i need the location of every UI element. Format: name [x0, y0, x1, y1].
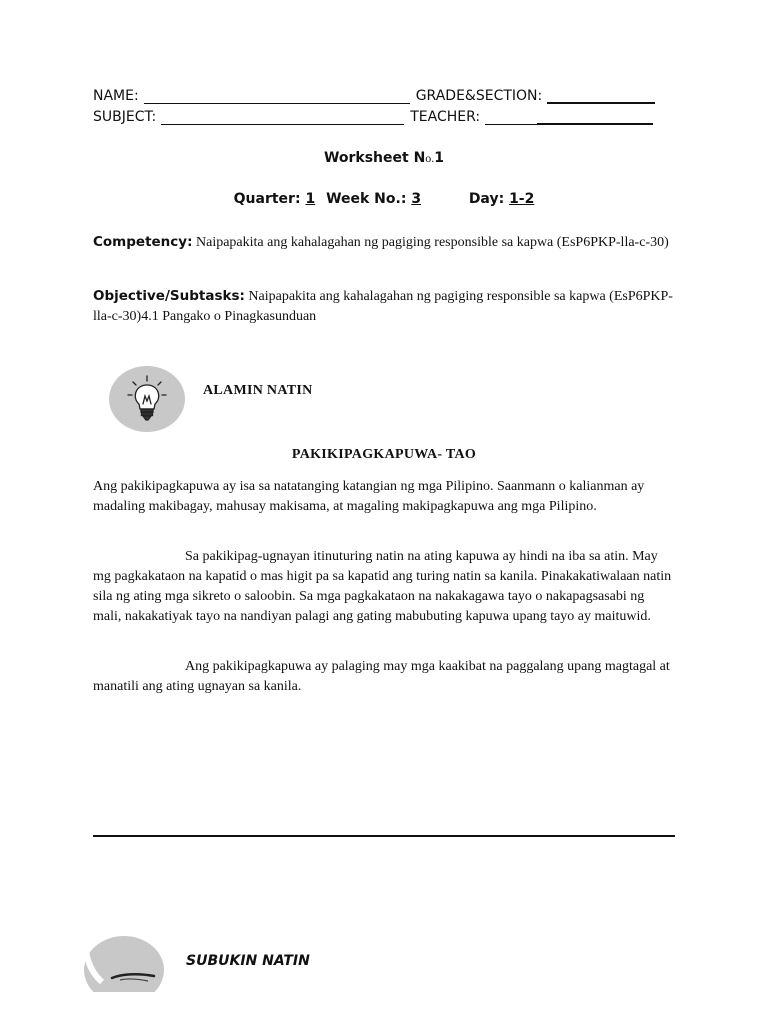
body-paragraph-1: Ang pakikipagkapuwa ay isa sa natatanging katangian ng mga Pilipino. Saanmann o kalianman ay madaling makibagay, mahusay makisama, at magaling makipagkapuwa ang mga Pilipino. — [93, 479, 645, 514]
quarter-line — [93, 191, 675, 207]
week-value: 3 — [411, 191, 422, 207]
teacher-blank-1[interactable] — [485, 111, 537, 125]
subject-row — [93, 109, 675, 125]
objective-label: Objective/Subtasks: — [93, 288, 245, 304]
quarter-value: 1 — [305, 191, 316, 207]
day-label: Day: — [468, 191, 505, 207]
competency-label: Competency: — [93, 234, 193, 250]
objective-paragraph — [93, 286, 675, 327]
pakikipagkapuwa-heading: PAKIKIPAGKAPUWA- TAO — [291, 447, 477, 462]
section-divider — [93, 835, 675, 837]
competency-text: Naipapakita ang kahalagahan ng pagiging responsible sa kapwa (EsP6PKP-lla-c-30) — [196, 235, 669, 250]
alamin-heading: ALAMIN NATIN — [203, 383, 313, 398]
grade-label: GRADE&SECTION: — [415, 88, 543, 104]
lightbulb-icon — [109, 366, 185, 432]
subukin-heading: SUBUKIN NATIN — [186, 953, 310, 969]
subject-label: SUBJECT: — [93, 109, 157, 125]
worksheet-title: Worksheet No.1 — [323, 150, 445, 166]
grade-blank[interactable] — [547, 89, 655, 104]
competency-paragraph — [93, 232, 675, 253]
name-blank[interactable] — [144, 90, 410, 104]
teacher-blank-2[interactable] — [537, 110, 653, 125]
objective-text: Naipapakita ang kahalagahan ng pagiging responsible sa kapwa (EsP6PKP-lla-c-30)4.1 Pangako o Pinagkasunduan — [93, 289, 673, 324]
pen-icon — [82, 920, 166, 992]
name-row — [93, 88, 675, 104]
body-paragraph-3: Ang pakikipagkapuwa ay palaging may mga kaakibat na paggalang upang magtagal at manatili ang ating ugnayan sa kanila. — [93, 659, 670, 694]
subject-blank[interactable] — [161, 111, 404, 125]
name-label: NAME: — [93, 88, 139, 104]
quarter-label: Quarter: — [233, 191, 301, 207]
teacher-label: TEACHER: — [410, 109, 481, 125]
body-paragraph-2: Sa pakikipag-ugnayan itinuturing natin na ating kapuwa ay hindi na iba sa atin. May mg pagkakataon na kapatid o mas higit pa sa kapatid ang turing natin sa kanila. Pinakakatiwalaan natin sila ng ating mga sikreto o saloobin. Sa mga pagkakataon na nakakagawa tayo o nakapagsasabi ng mali, nakakatiyak tayo na nandiyan palagi ang gating mabubuting kapuwa upang tayo ay maituwid. — [93, 549, 672, 624]
week-label: Week No.: — [326, 191, 407, 207]
day-value: 1-2 — [509, 191, 535, 207]
